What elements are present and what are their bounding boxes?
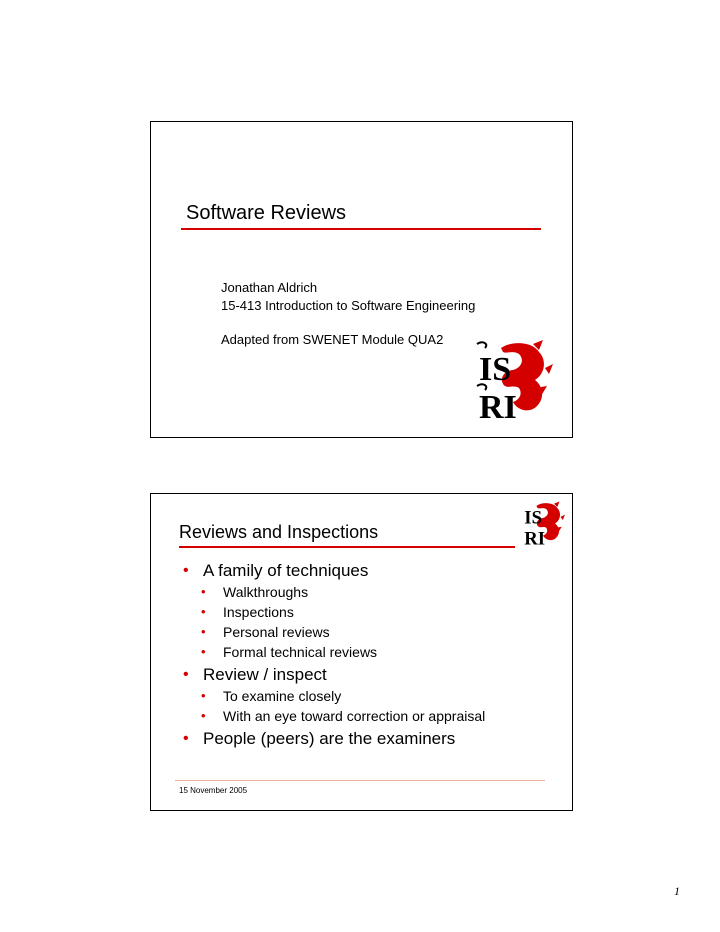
adapted-note: Adapted from SWENET Module QUA2 [221,332,444,347]
slide-reviews-inspections [150,493,573,811]
author-name: Jonathan Aldrich [221,280,318,295]
sub-bullet-item: • Inspections [201,604,294,620]
isri-logo-icon [521,500,565,548]
bullet-item: • People (peers) are the examiners [183,729,456,748]
bullet-item: • Review / inspect [183,665,327,684]
bullet-item: • A family of techniques [183,561,369,580]
bullet-dot-icon: • [201,604,206,619]
bullet-dot-icon: • [183,666,189,683]
bullet-dot-icon: • [201,644,206,659]
bullet-dot-icon: • [201,708,206,723]
sub-bullet-item: • With an eye toward correction or appraisal [201,708,486,724]
svg-text:RI: RI [524,528,546,548]
sub-bullet-item: • To examine closely [201,688,342,704]
course-name: 15-413 Introduction to Software Engineering [221,298,476,313]
sub-bullet-item: • Formal technical reviews [201,644,378,660]
footer-rule [175,780,545,781]
svg-text:IS: IS [524,507,542,529]
isri-logo-icon [473,340,553,422]
bullet-dot-icon: • [201,688,206,703]
bullet-dot-icon: • [201,624,206,639]
slide-heading: Reviews and Inspections [179,522,379,542]
title-underline [179,546,515,548]
sub-bullet-item: • Walkthroughs [201,584,309,600]
page-number: 1 [674,884,680,898]
slide-title-heading: Software Reviews [186,202,347,224]
title-underline [181,228,541,230]
svg-text:IS: IS [479,351,512,388]
footer-date: 15 November 2005 [179,786,248,795]
bullet-dot-icon: • [183,730,189,747]
svg-text:RI: RI [479,389,517,422]
bullet-list [179,558,559,750]
slide-title [150,121,573,438]
bullet-dot-icon: • [183,562,189,579]
sub-bullet-item: • Personal reviews [201,624,330,640]
bullet-dot-icon: • [201,584,206,599]
